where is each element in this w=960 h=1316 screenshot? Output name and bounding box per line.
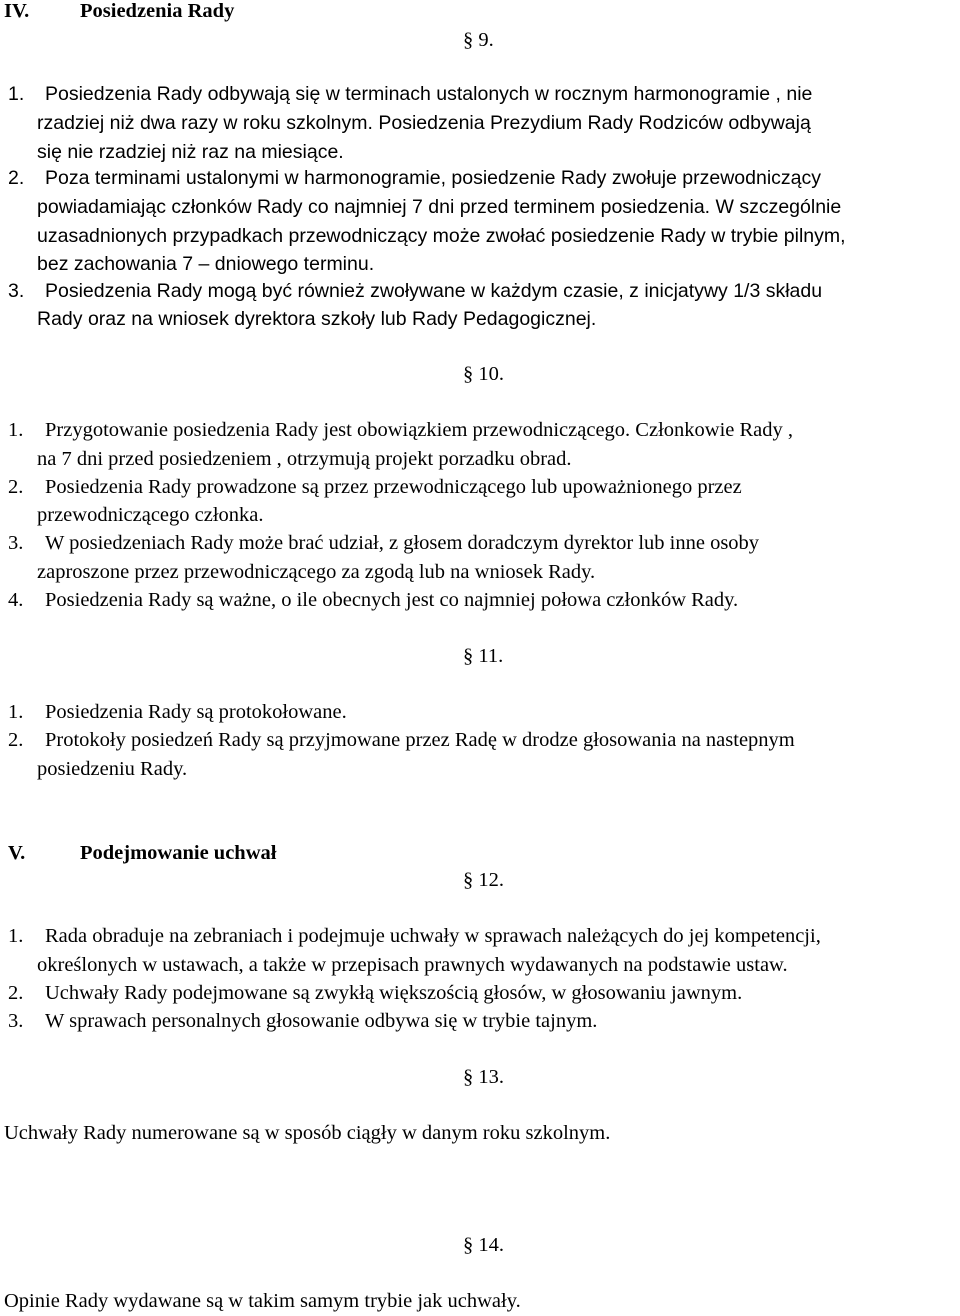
p11-item-1-line-1: Posiedzenia Rady są protokołowane.: [45, 701, 347, 723]
p9-item-1: [8, 80, 812, 109]
p9-item-1-line-1: Posiedzenia Rady odbywają się w terminach ustalonych w rocznym harmonogramie , nie: [45, 83, 813, 105]
p9-item-2-line-4: bez zachowania 7 – dniowego terminu.: [37, 253, 375, 275]
p9-item-2-line-3: uzasadnionych przypadkach przewodniczący może zwołać posiedzenie Rady w trybie pilnym,: [37, 225, 846, 247]
p9-item-3: [8, 277, 822, 306]
p12-item-3-number: 3.: [8, 1010, 24, 1032]
p12-item-1-number: 1.: [8, 925, 24, 947]
p9-item-2-line-2-text: powiadamiając członków Rady co najmniej 7 dni przed terminem posiedzenia.: [37, 196, 711, 218]
p10-item-2-number: 2.: [8, 476, 24, 498]
p9-item-2-number: 2.: [8, 167, 25, 189]
p10-item-3-line-2: zaproszone przez przewodniczącego za zgodą lub na wniosek Rady.: [37, 561, 596, 583]
section-v-title: Podejmowanie uchwał: [80, 842, 277, 864]
section-iv-title: Posiedzenia Rady: [80, 0, 235, 22]
p10-item-2: [8, 473, 742, 502]
p12-item-2-line-1: Uchwały Rady podejmowane są zwykłą większością głosów, w głosowaniu jawnym.: [45, 982, 743, 1004]
paragraph-9-label: § 9.: [463, 29, 494, 51]
p13-text: Uchwały Rady numerowane są w sposób ciągły w danym roku szkolnym.: [4, 1122, 611, 1144]
p10-item-4-number: 4.: [8, 589, 24, 611]
p9-item-3-line-2: Rady oraz na wniosek dyrektora szkoły lub Rady Pedagogicznej.: [37, 308, 597, 330]
p11-item-1-number: 1.: [8, 701, 24, 723]
p12-item-2-number: 2.: [8, 982, 24, 1004]
p9-item-2-line-2-tail: W szczególnie: [715, 196, 842, 218]
paragraph-13-label: § 13.: [463, 1066, 504, 1088]
section-iv-number: IV.: [4, 0, 30, 22]
p10-item-3-number: 3.: [8, 532, 24, 554]
p12-item-3: [8, 1007, 597, 1036]
p9-item-2: [8, 164, 821, 193]
p14-text: Opinie Rady wydawane są w takim samym trybie jak uchwały.: [4, 1290, 521, 1312]
p11-item-1: [8, 698, 347, 727]
p10-item-1-number: 1.: [8, 419, 24, 441]
p12-item-1: [8, 922, 821, 951]
section-v-number: V.: [8, 842, 26, 864]
paragraph-14-label: § 14.: [463, 1234, 504, 1256]
paragraph-11-label: § 11.: [463, 645, 504, 667]
p9-item-1-number: 1.: [8, 83, 25, 105]
p10-item-1-line-1: Przygotowanie posiedzenia Rady jest obowiązkiem przewodniczącego. Członkowie Rady ,: [45, 419, 794, 441]
p12-item-1-line-1: Rada obraduje na zebraniach i podejmuje uchwały w sprawach należących do jej kompetencji,: [45, 925, 821, 947]
p9-item-3-number: 3.: [8, 280, 25, 302]
p9-item-1-line-2: rzadziej niż dwa razy w roku szkolnym. Posiedzenia Prezydium Rady Rodziców odbywają: [37, 112, 811, 134]
p12-item-2: [8, 979, 742, 1008]
section-iv-heading: [4, 0, 234, 26]
p9-item-3-line-1: Posiedzenia Rady mogą być również zwoływane w każdym czasie, z inicjatywy 1/3 składu: [45, 280, 823, 302]
section-v-heading: [8, 839, 276, 868]
p9-item-1-line-3: się nie rzadziej niż raz na miesiące.: [37, 141, 344, 163]
p9-item-2-line-2: [37, 193, 841, 222]
p11-item-2-number: 2.: [8, 729, 24, 751]
p11-item-2-line-1: Protokoły posiedzeń Rady są przyjmowane przez Radę w drodze głosowania na nastepnym: [45, 729, 795, 751]
p11-item-2-line-2: posiedzeniu Rady.: [37, 758, 188, 780]
p12-item-1-line-2: określonych w ustawach, a także w przepisach prawnych wydawanych na podstawie ustaw.: [37, 954, 788, 976]
p10-item-2-line-1: Posiedzenia Rady prowadzone są przez przewodniczącego lub upoważnionego przez: [45, 476, 742, 498]
p9-item-2-line-1: Poza terminami ustalonymi w harmonogramie, posiedzenie Rady zwołuje przewodniczący: [45, 167, 822, 189]
p10-item-3: [8, 529, 759, 558]
p10-item-3-line-1: W posiedzeniach Rady może brać udział, z głosem doradczym dyrektor lub inne osoby: [45, 532, 760, 554]
p10-item-4: [8, 586, 738, 615]
p10-item-1: [8, 416, 793, 445]
paragraph-12-label: § 12.: [463, 869, 504, 891]
p10-item-4-line-1: Posiedzenia Rady są ważne, o ile obecnych jest co najmniej połowa członków Rady.: [45, 589, 739, 611]
p10-item-2-line-2: przewodniczącego członka.: [37, 504, 264, 526]
p12-item-3-line-1: W sprawach personalnych głosowanie odbywa się w trybie tajnym.: [45, 1010, 598, 1032]
p11-item-2: [8, 726, 795, 755]
paragraph-10-label: § 10.: [463, 363, 504, 385]
p10-item-1-line-2: na 7 dni przed posiedzeniem , otrzymują projekt porzadku obrad.: [37, 448, 572, 470]
